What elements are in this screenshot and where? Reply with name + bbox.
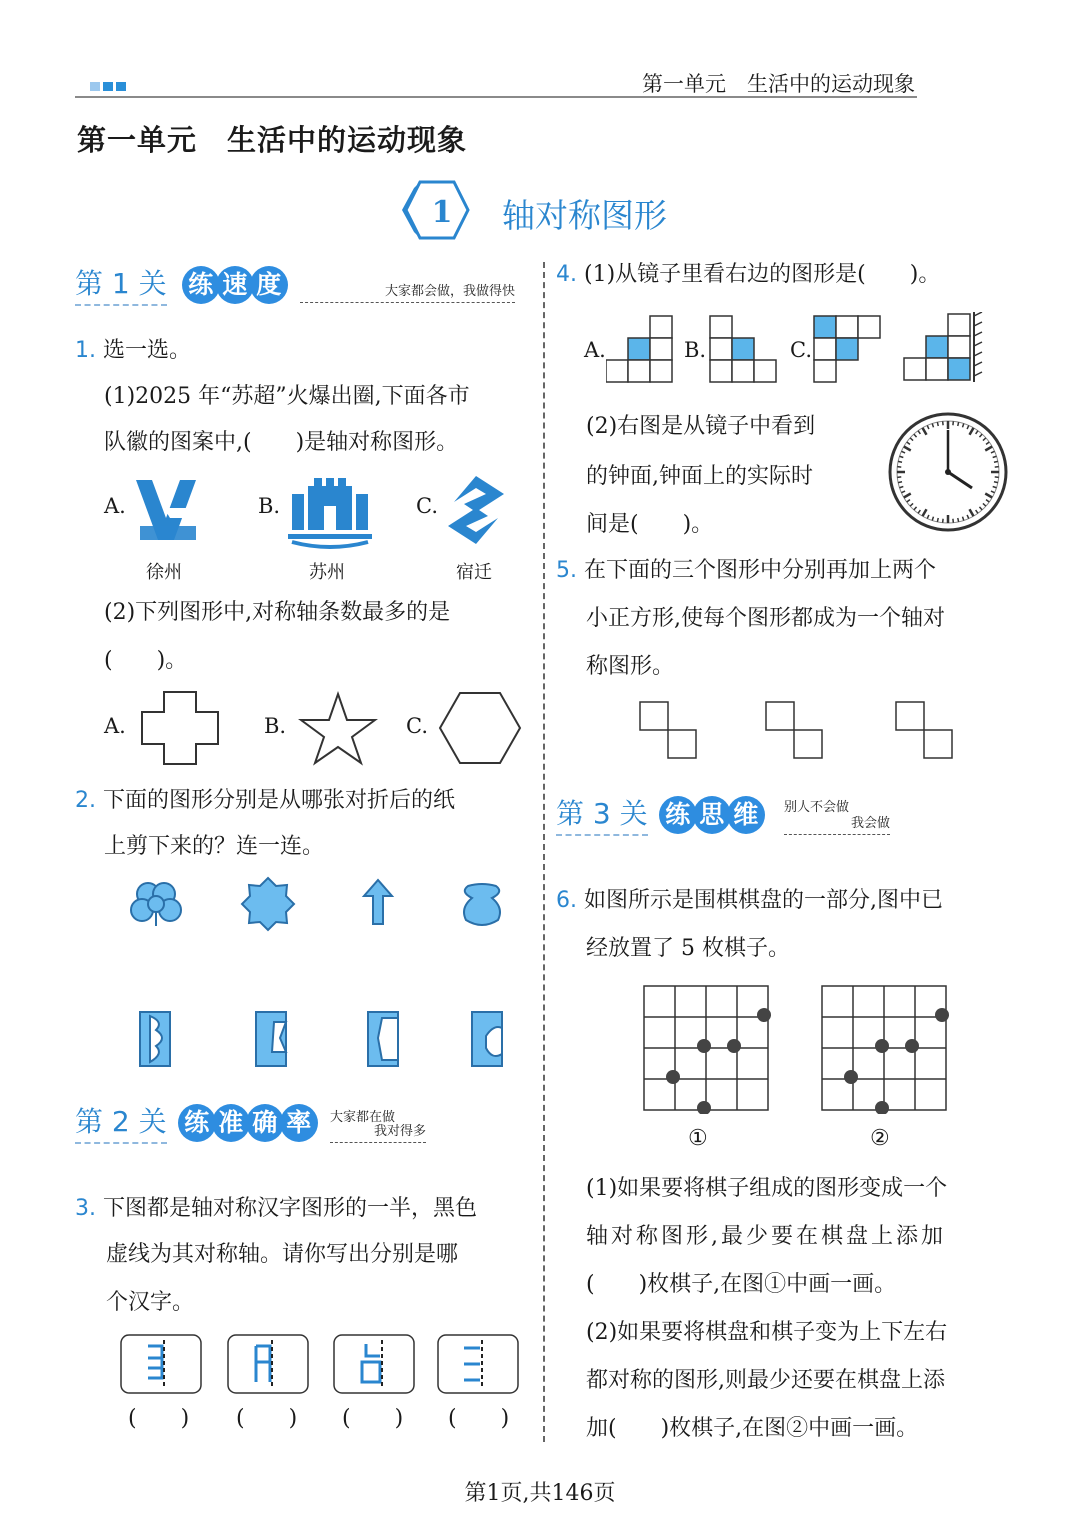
level-bubble: 率 xyxy=(280,1104,318,1142)
suzhou-logo-icon xyxy=(288,476,372,550)
city-suqian: 宿迁 xyxy=(456,562,492,583)
q6-p1-line3: ( )枚棋子,在图①中画一画。 xyxy=(586,1272,897,1297)
level-bubble: 练 xyxy=(659,796,697,834)
q4-opt-b: B. xyxy=(684,338,707,362)
q4-number: 4. xyxy=(556,262,577,287)
header-rule xyxy=(75,96,917,98)
q1-p2-opt-c: C. xyxy=(406,714,428,738)
level-3-slogan-1: 别人不会做 xyxy=(784,800,850,815)
q5-line3: 称图形。 xyxy=(586,654,675,679)
q1-p1-line1: (1)2025 年“苏超”火爆出圈,下面各市 xyxy=(104,384,470,409)
q5-shape-1-top xyxy=(640,702,668,730)
q1-opt-a: A. xyxy=(104,494,126,518)
clock-tick xyxy=(994,461,998,462)
q2-line1: 2. 下面的图形分别是从哪张对折后的纸 xyxy=(75,788,456,813)
q1-title-text: 选一选。 xyxy=(103,338,192,363)
board-2-label: ② xyxy=(870,1126,890,1151)
q3-line1: 3. 下图都是轴对称汉字图形的一半，黑色 xyxy=(75,1196,478,1221)
mirror-figure-icon xyxy=(902,312,986,384)
q3-blank-4[interactable]: ( ) xyxy=(448,1406,510,1431)
level-2-slogan-2: 我对得多 xyxy=(330,1120,426,1143)
half-char-2-icon xyxy=(256,1346,270,1382)
clock-tick xyxy=(958,422,959,426)
q2-number: 2. xyxy=(75,788,96,813)
star-shape-icon xyxy=(298,690,378,766)
apple-shape-icon xyxy=(464,884,500,925)
level-bubble: 思 xyxy=(693,796,731,834)
mirror-option-a-icon xyxy=(606,314,678,384)
q1-p2-line2: ( )。 xyxy=(104,648,188,673)
xuzhou-logo-icon xyxy=(134,478,198,544)
q5-shapes-row xyxy=(636,698,966,762)
half-char-4-icon xyxy=(464,1348,480,1380)
city-xuzhou: 徐州 xyxy=(146,562,182,583)
q5-line2: 小正方形,使每个图形都成为一个轴对 xyxy=(586,606,945,631)
q3-line2: 虚线为其对称轴。请你写出分别是哪 xyxy=(106,1242,459,1267)
level-bubble: 速 xyxy=(216,266,254,304)
cut-shapes-row xyxy=(128,876,528,936)
q1-p2-line1: (2)下列图形中,对称轴条数最多的是 xyxy=(104,600,451,625)
q6-line1: 6. 如图所示是围棋棋盘的一部分,图中已 xyxy=(556,888,943,913)
q6-p2-line1: (2)如果要将棋盘和棋子变为上下左右 xyxy=(586,1320,948,1345)
q3-number: 3. xyxy=(75,1196,96,1221)
level-3-label: 第 3 关 xyxy=(556,792,648,836)
q1-number: 1. xyxy=(75,338,96,363)
hexagon-shape-icon xyxy=(438,690,522,766)
half-char-3-icon xyxy=(362,1344,380,1382)
clock-tick xyxy=(937,422,938,426)
q6-p1-line2: 轴对称图形,最少要在棋盘上添加 xyxy=(586,1224,946,1249)
clover-shape-icon xyxy=(131,883,181,926)
half-characters-row xyxy=(118,1332,522,1396)
q5-number: 5. xyxy=(556,558,577,583)
page-number: 第1页,共146页 xyxy=(464,1481,616,1506)
level-1-banner xyxy=(75,262,288,306)
suqian-logo-icon xyxy=(446,474,506,546)
q5-shape-1-bottom xyxy=(668,730,696,758)
arrow-shape-icon xyxy=(364,880,392,924)
q3-blank-3[interactable]: ( ) xyxy=(342,1406,404,1431)
lesson-title: 轴对称图形 xyxy=(502,196,667,235)
level-1-label: 第 1 关 xyxy=(75,262,167,306)
q5-shape-2-top xyxy=(766,702,794,730)
clock-icon xyxy=(886,410,1010,534)
header-decoration xyxy=(90,76,129,95)
q1-title xyxy=(75,336,191,366)
lesson-number: 1 xyxy=(431,195,453,230)
level-bubble: 维 xyxy=(727,796,765,834)
clock-tick xyxy=(994,482,998,483)
level-2-banner xyxy=(75,1100,318,1144)
q4-p2-line3: 间是( )。 xyxy=(586,512,714,537)
q5-shape-3-top xyxy=(896,702,924,730)
q1-p1-line2: 队徽的图案中,( )是轴对称图形。 xyxy=(104,430,459,455)
level-bubble: 练 xyxy=(182,266,220,304)
level-2-slogan-1: 大家都在做 xyxy=(330,1110,396,1125)
clock-tick xyxy=(937,518,938,522)
level-3-banner xyxy=(556,792,765,836)
q6-p2-line3: 加( )枚棋子,在图②中画一画。 xyxy=(586,1416,919,1441)
q3-line3: 个汉字。 xyxy=(106,1290,195,1315)
q5-shape-2-bottom xyxy=(794,730,822,758)
folded-papers-row xyxy=(134,1008,514,1072)
q1-p2-opt-a: A. xyxy=(104,714,126,738)
level-bubble: 练 xyxy=(178,1104,216,1142)
clock-tick xyxy=(958,518,959,522)
go-board-2 xyxy=(818,982,954,1114)
city-suzhou: 苏州 xyxy=(309,562,345,583)
level-bubble: 准 xyxy=(212,1104,250,1142)
q4-opt-a: A. xyxy=(584,338,606,362)
clock-tick xyxy=(898,461,902,462)
level-2-label: 第 2 关 xyxy=(75,1100,167,1144)
running-header: 第一单元 生活中的运动现象 xyxy=(642,72,915,96)
level-3-slogan-2: 我会做 xyxy=(784,812,890,835)
q4-p2-line1: (2)右图是从镜子中看到 xyxy=(586,414,816,439)
q6-line2: 经放置了 5 枚棋子。 xyxy=(586,936,790,961)
q4-opt-c: C. xyxy=(790,338,812,362)
column-divider xyxy=(543,262,545,1442)
q1-opt-c: C. xyxy=(416,494,438,518)
q4-p2-line2: 的钟面,钟面上的实际时 xyxy=(586,464,813,489)
level-bubble: 度 xyxy=(250,266,288,304)
board-1-label: ① xyxy=(688,1126,708,1151)
level-1-slogan: 大家都会做，我做得快 xyxy=(300,280,515,303)
unit-title: 第一单元 生活中的运动现象 xyxy=(77,123,468,157)
q6-number: 6. xyxy=(556,888,577,913)
mirror-option-c-icon xyxy=(812,314,884,384)
q1-p2-opt-b: B. xyxy=(264,714,287,738)
q1-opt-b: B. xyxy=(258,494,281,518)
mirror-option-b-icon xyxy=(708,314,780,384)
half-char-1-icon xyxy=(148,1346,162,1378)
go-stones xyxy=(844,1008,949,1114)
go-stones xyxy=(666,1008,771,1114)
q6-p1-line1: (1)如果要将棋子组成的图形变成一个 xyxy=(586,1176,948,1201)
lesson-badge-icon xyxy=(402,178,472,242)
q3-blank-1[interactable]: ( ) xyxy=(128,1406,190,1431)
q5-shape-3-bottom xyxy=(924,730,952,758)
q3-blank-2[interactable]: ( ) xyxy=(236,1406,298,1431)
clock-tick xyxy=(898,482,902,483)
q6-p2-line2: 都对称的图形,则最少还要在棋盘上添 xyxy=(586,1368,945,1393)
level-bubble: 确 xyxy=(246,1104,284,1142)
q2-line2: 上剪下来的？连一连。 xyxy=(104,834,325,859)
octastar-shape-icon xyxy=(242,878,294,930)
go-board-1 xyxy=(640,982,776,1114)
q5-line1: 5. 在下面的三个图形中分别再加上两个 xyxy=(556,558,937,583)
cross-shape-icon xyxy=(140,690,220,766)
q4-p1: 4. (1)从镜子里看右边的图形是( )。 xyxy=(556,262,941,287)
